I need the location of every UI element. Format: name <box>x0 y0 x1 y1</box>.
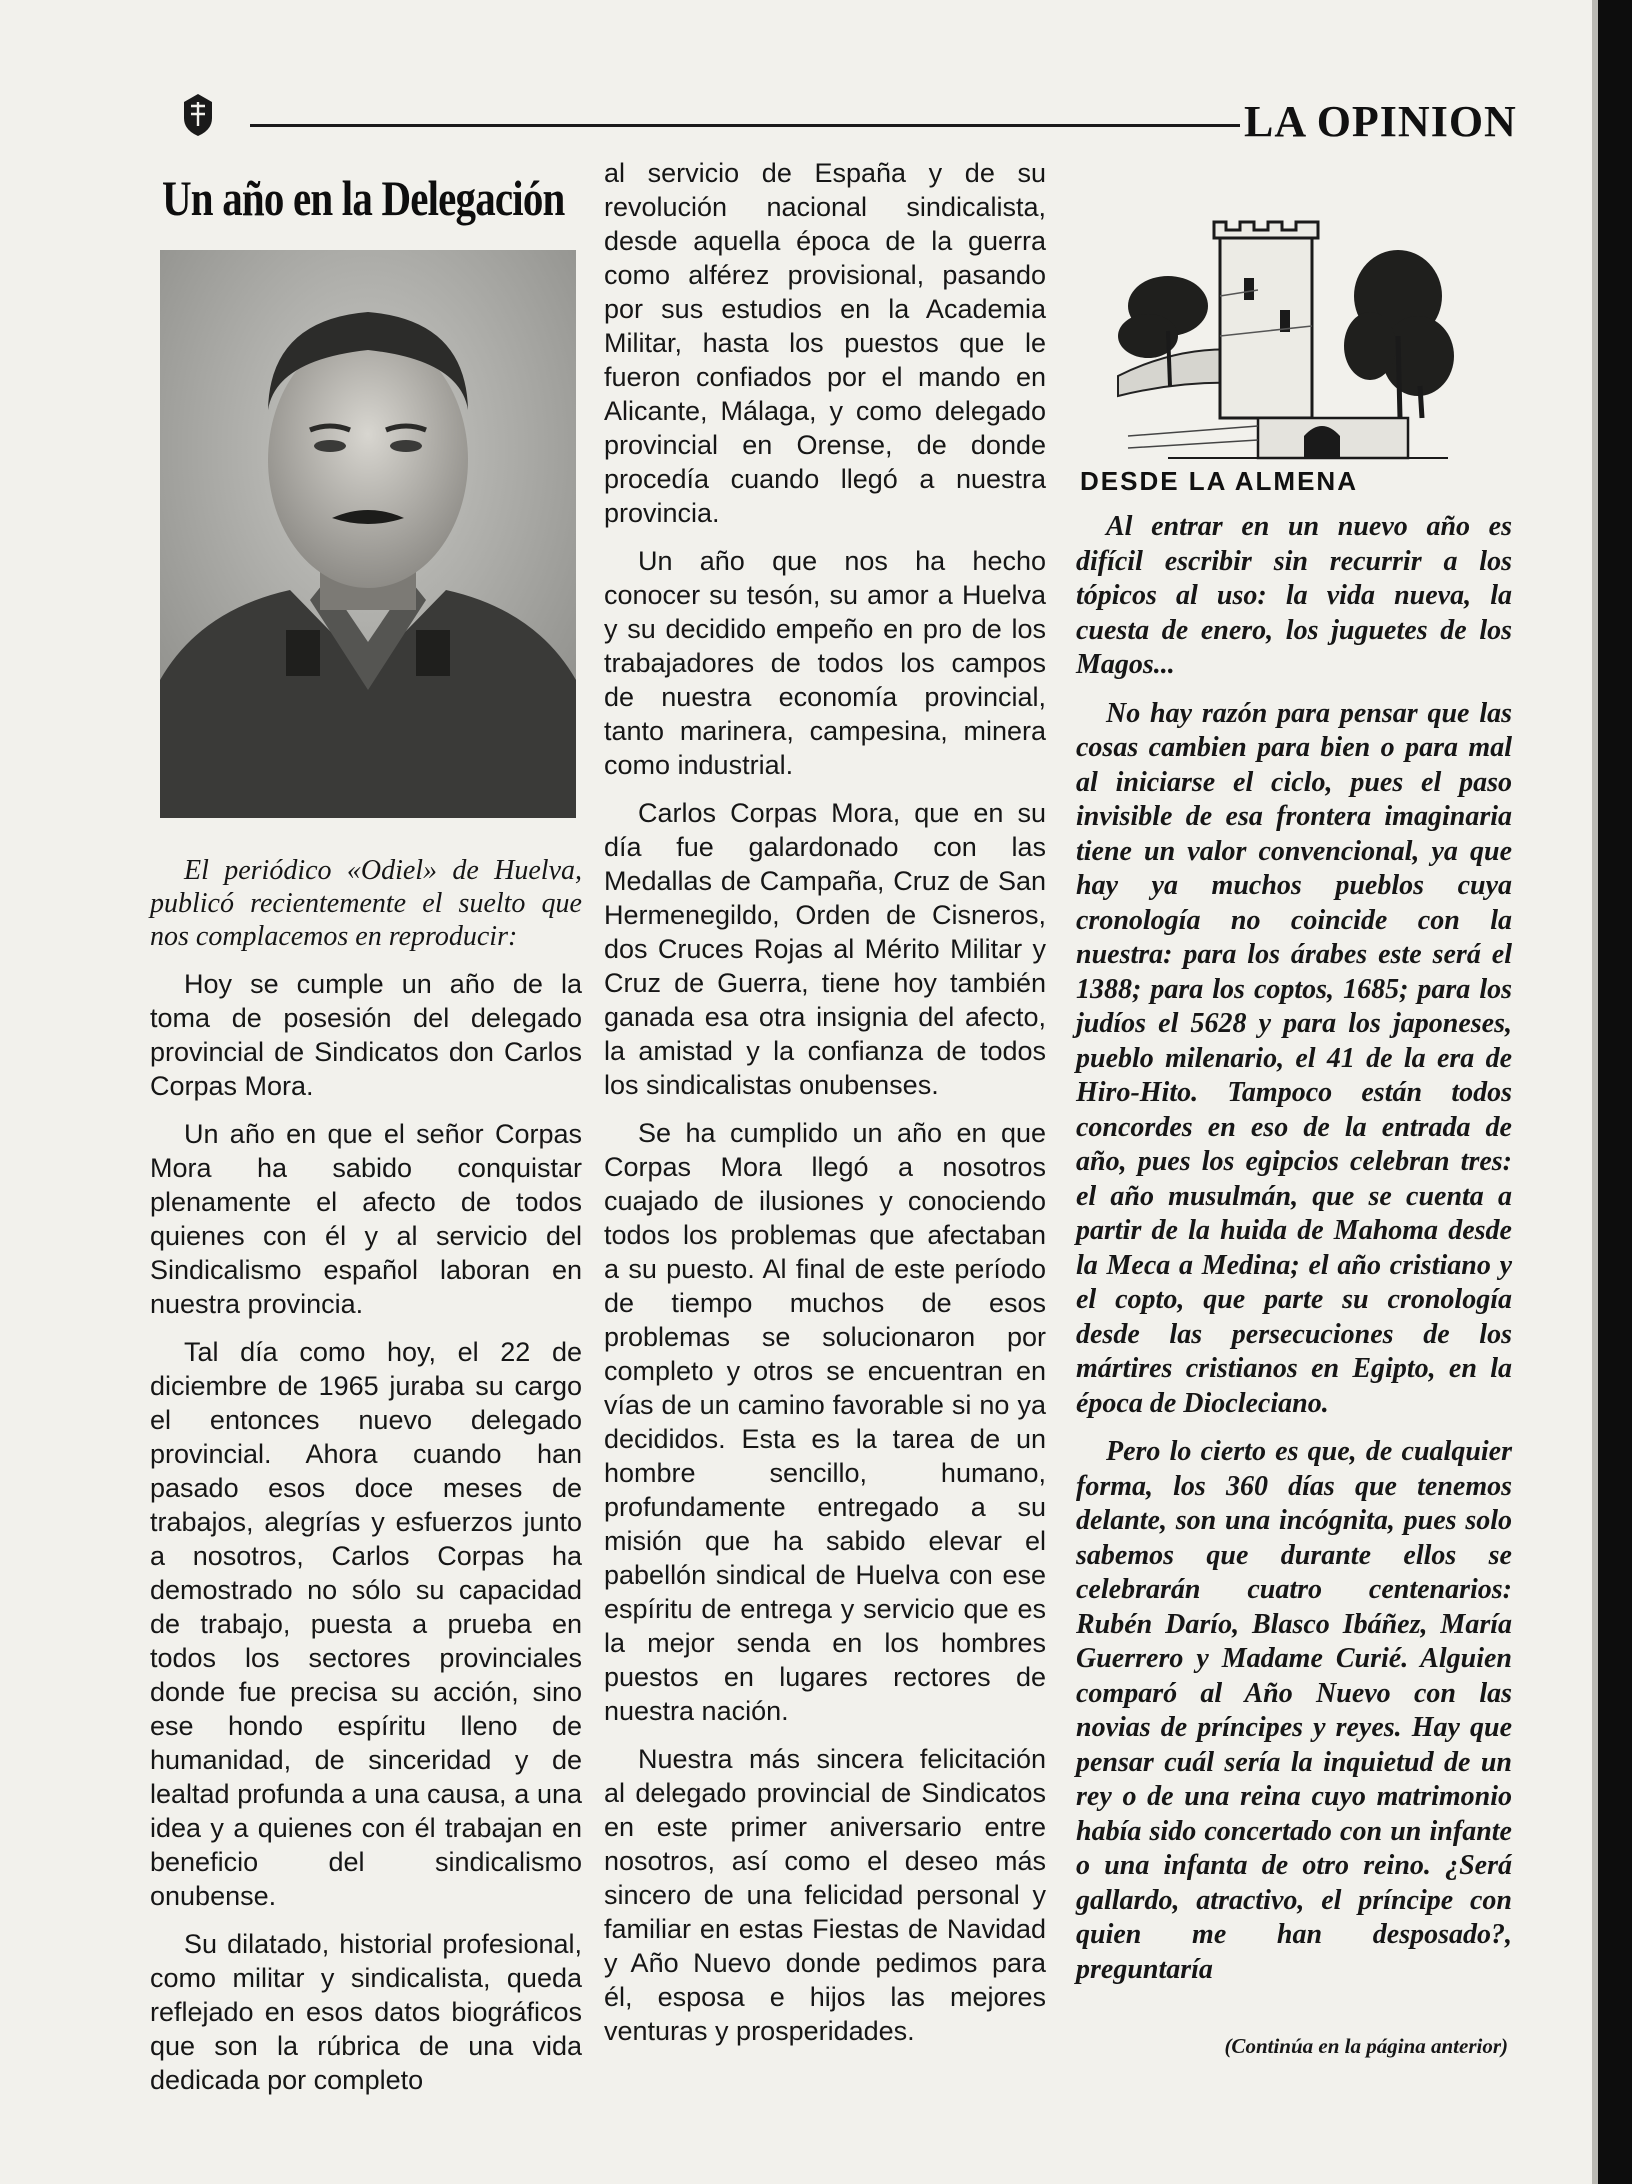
article-column-left <box>150 170 582 2111</box>
article-paragraph: Tal día como hoy, el 22 de diciembre de 1965 juraba su cargo el entonces nuevo delegado provincial. Ahora cuando han pasado esos doce meses de trabajos, alegrías y esfuerzos junto a nosotros, Carlos Corpas ha demostrado no sólo su capacidad de trabajo, puesta a prueba en todos los sectores provinciales donde fue precisa su acción, sino ese hondo espíritu lleno de humanidad, de sinceridad y de lealtad profunda a una causa, a una idea y a quienes con él trabajan en beneficio del sindicalismo onubense. <box>150 1337 582 1911</box>
almena-paragraph: Al entrar en un nuevo año es difícil escribir sin recurrir a los tópicos al uso: la vida nueva, la cuesta de enero, los juguetes de los Magos... <box>1076 511 1512 680</box>
masthead-title: LA OPINION <box>1244 97 1517 146</box>
castle-tower-illustration <box>1108 186 1458 464</box>
page-edge-shadow <box>1598 0 1632 2184</box>
article-paragraph: Hoy se cumple un año de la toma de posesión del delegado provincial de Sindicatos don Carlos Corpas Mora. <box>150 969 582 1101</box>
article-paragraph: Carlos Corpas Mora, que en su día fue galardonado con las Medallas de Campaña, Cruz de San Hermenegildo, Orden de Cisneros, dos Cruces Rojas al Mérito Militar y Cruz de Guerra, tiene hoy también ganada esa otra insignia del afecto, la amistad y la confianza de todos los sindicalistas onubenses. <box>604 798 1046 1100</box>
article-paragraph: Su dilatado, historial profesional, como militar y sindicalista, queda reflejado en esos datos biográficos que son la rúbrica de una vida dedicada por completo <box>150 1929 582 2095</box>
almena-paragraph: Pero lo cierto es que, de cualquier forma, los 360 días que tenemos delante, son una incógnita, pues solo sabemos que durante ellos se celebrarán cuatro centenarios: Rubén Darío, Blasco Ibáñez, María Guerrero y Madame Curié. Alguien comparó al Año Nuevo con las novias de príncipes y reyes. Hay que pensar cuál sería la inquietud de un rey o de una reina cuyo matrimonio había sido concertado con un infante o una infanta de otro reino. ¿Será gallardo, atractivo, el príncipe con quien me han desposado?, preguntaría <box>1076 1436 1512 1985</box>
article-paragraph: Un año que nos ha hecho conocer su tesón, su amor a Huelva y su decidido empeño en pro de los trabajadores de todos los campos de nuestra economía provincial, tanto marinera, campesina, minera como industrial. <box>604 546 1046 780</box>
article-paragraph: Un año en que el señor Corpas Mora ha sabido conquistar plenamente el afecto de todos quienes con él y al servicio del Sindicalismo español laboran en nuestra provincia. <box>150 1119 582 1319</box>
continued-note: (Continúa en la página anterior) <box>1224 2034 1508 2058</box>
article-column-middle <box>604 156 1046 2062</box>
section-title: DESDE LA ALMENA <box>1080 466 1358 496</box>
article-paragraph: al servicio de España y de su revolución nacional sindicalista, desde aquella época de la guerra como alférez provisional, pasando por sus estudios en la Academia Militar, hasta los puestos que le fueron confiados por el mando en Alicante, Málaga, y como delegado provincial en Orense, de donde procedía cuando llegó a nuestra provincia. <box>604 158 1046 528</box>
article-headline: Un año en la Delegación <box>162 170 565 226</box>
article-intro: El periódico «Odiel» de Huelva, publicó recientemente el suelto que nos complacemos en reproducir: <box>150 855 582 952</box>
almena-column <box>1076 510 1512 2001</box>
portrait-photo <box>160 250 576 818</box>
emblem-icon <box>182 92 214 138</box>
header-rule <box>250 124 1240 127</box>
article-paragraph: Se ha cumplido un año en que Corpas Mora llegó a nosotros cuajado de ilusiones y conociendo todos los problemas que afectaban a su puesto. Al final de este período de tiempo muchos de esos problemas se solucionaron por completo y otros se encuentran en vías de un camino favorable si no ya decididos. Esta es la tarea de un hombre sencillo, humano, profundamente entregado a su misión que ha sabido elevar el pabellón sindical de Huelva con ese espíritu de entrega y servicio que es la mejor senda en los hombres puestos en lugares rectores de nuestra nación. <box>604 1118 1046 1726</box>
almena-paragraph: No hay razón para pensar que las cosas cambien para bien o para mal al iniciarse el ciclo, pues el paso invisible de esa frontera imaginaria tiene un valor convencional, ya que hay ya muchos pueblos cuya cronología no coincide con la nuestra: para los árabes este será el 1388; para los coptos, 1685; para los judíos el 5628 y para los japoneses, pueblo milenario, el 41 de la era de Hiro-Hito. Tampoco están todos concordes en eso de la entrada de año, pues los egipcios celebran tres: el año musulmán, que se cuenta a partir de la huida de Mahoma desde la Meca a Medina; el año cristiano y el copto, que parte su cronología desde las persecuciones de los mártires cristianos en Egipto, en la época de Diocleciano. <box>1076 697 1512 1419</box>
article-paragraph: Nuestra más sincera felicitación al delegado provincial de Sindicatos en este primer aniversario entre nosotros, así como el deseo más sincero de una felicidad personal y familiar en estas Fiestas de Navidad y Año Nuevo donde pedimos para él, esposa e hijos las mejores venturas y prosperidades. <box>604 1744 1046 2046</box>
page-edge-gutter <box>1592 0 1598 2184</box>
